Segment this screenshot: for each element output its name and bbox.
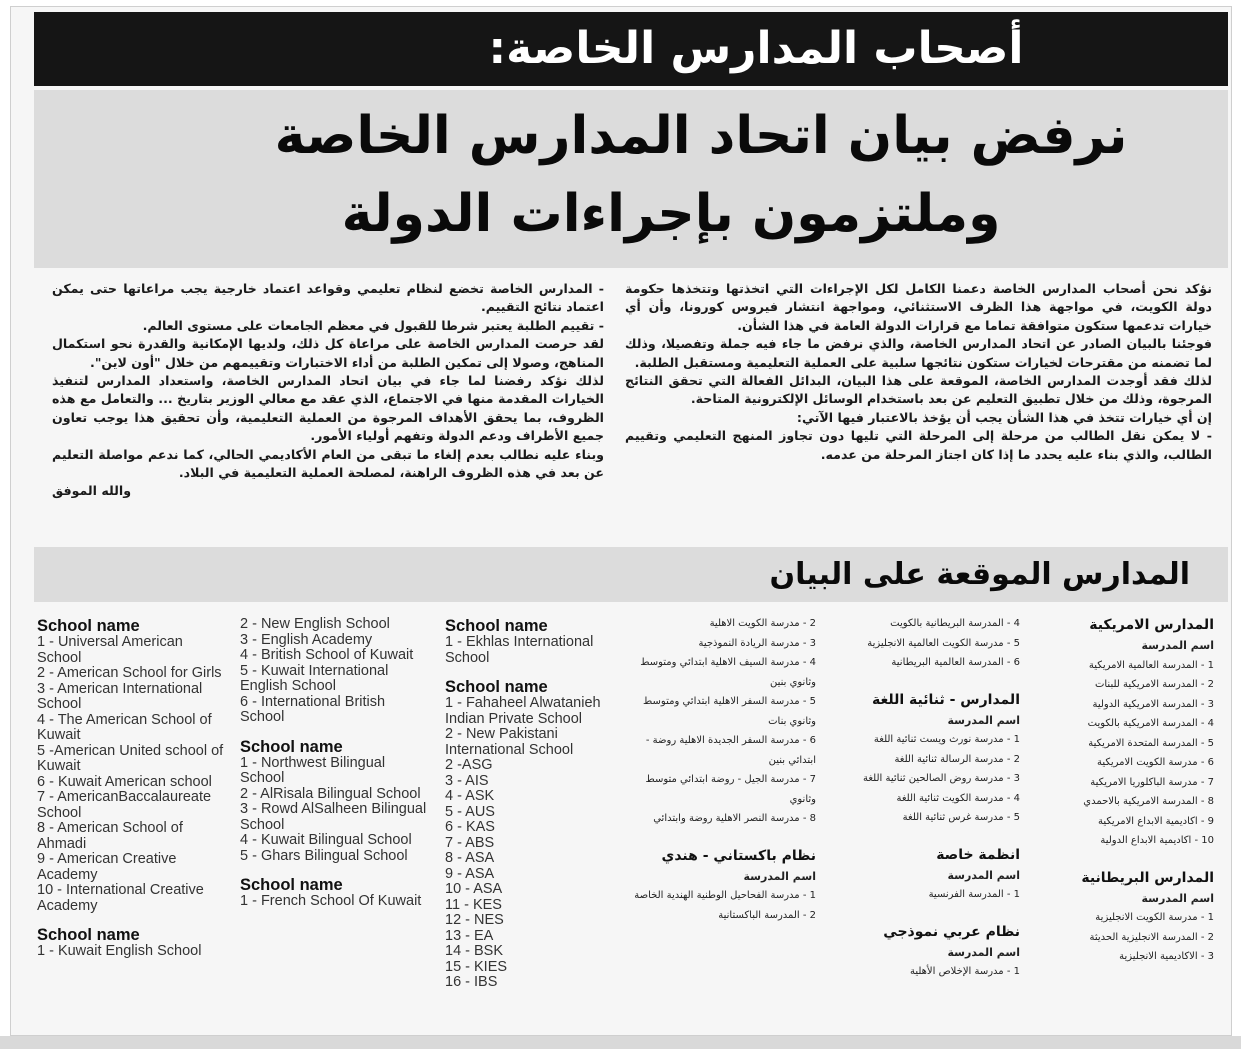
article-paragraph: فوجئنا بالبيان الصادر عن اتحاد المدارس الخاصة، والذي نرفض ما جاء فيه جملة وتفصيلا، وذلك لما تضمنه من مقترحات لخيارات ستكون نتائجها سلبية على العملية التعليمية ومستقبل الطلبة.: [625, 336, 1212, 370]
school-list-item: 1 - مدرسة الكويت الانجليزية: [1095, 912, 1214, 923]
arabic-school-list-6: [1022, 614, 1214, 967]
school-list-item: 5 - Ghars Bilingual School: [240, 847, 408, 864]
school-list-item: 14 - BSK: [445, 943, 504, 959]
school-list-item: 3 - AIS: [445, 772, 489, 789]
school-list-item: 6 - المدرسة العالمية البريطانية: [891, 657, 1020, 668]
school-list-item: 6 - KAS: [445, 819, 495, 835]
group-spacer: [616, 829, 816, 845]
signed-schools-title: المدارس الموقعة على البيان: [769, 557, 1190, 592]
school-list-item: 16 - IBS: [445, 974, 498, 990]
article-paragraph: نؤكد نحن أصحاب المدارس الخاصة دعمنا الكامل لكل الإجراءات التي اتخذتها وتتخذها حكومة دولة الكويت، في مواجهة هذا الظرف الاستثنائي، ومواجهة انتشار فيروس كورونا، وأن أي خيارات تدعمها ستكون متوافقة تماما مع قرارات الدولة العامة في هذا الشأن.: [625, 281, 1212, 333]
group-spacer: [240, 726, 430, 738]
school-list-item: 2 - New Pakistani International School: [445, 726, 574, 758]
school-list-item: 1 - Universal American School: [37, 634, 183, 666]
school-list-item: 1 - مدرسة نورث ويست ثنائية اللغة: [873, 734, 1020, 745]
article-column-right: [625, 280, 1212, 464]
school-list-item: 11 - KES: [445, 896, 502, 913]
school-list-item: 5 - AUS: [445, 803, 495, 820]
school-list-item: 3 - Rowd AlSalheen Bilingual School: [240, 801, 427, 833]
school-name-label: اسم المدرسة: [947, 713, 1020, 727]
school-list-item: 1 - Ekhlas International School: [445, 634, 594, 666]
school-list-item: 3 - American International School: [37, 680, 203, 712]
school-list-item: 6 - Kuwait American school: [37, 773, 212, 790]
subheadline-line-1: نرفض بيان اتحاد المدارس الخاصة: [274, 106, 1128, 166]
school-list-item: 3 - English Academy: [240, 631, 373, 648]
school-group-heading: School name: [37, 617, 140, 635]
school-list-item: 5 - مدرسة الكويت العالمية الانجليزية: [867, 637, 1020, 649]
school-group-heading: School name: [445, 617, 548, 635]
school-list-item: 2 -ASG: [445, 757, 493, 773]
school-list-item: 1 - Northwest Bilingual School: [240, 754, 386, 786]
school-list-item: 1 - Kuwait English School: [37, 943, 202, 959]
school-group-heading: المدارس الامريكية: [1089, 617, 1214, 633]
school-list-item: 10 - اكاديمية الابداع الدولية: [1100, 835, 1214, 846]
school-list-item: 1 - مدرسة الإخلاص الأهلية: [909, 966, 1020, 977]
group-spacer: [820, 673, 1020, 689]
school-group-heading: نظام عربي نموذجي: [883, 923, 1020, 940]
english-school-list-2: [240, 617, 430, 910]
english-school-list-3: [445, 617, 625, 991]
school-group-heading: School name: [240, 876, 343, 894]
school-list-item: 4 - ASK: [445, 788, 495, 804]
school-list-item: 1 - المدرسة العالمية الامريكية: [1088, 659, 1214, 671]
group-spacer: [820, 828, 1020, 844]
school-list-item: 8 - American School of Ahmadi: [37, 820, 183, 852]
school-list-item: 8 - ASA: [445, 850, 495, 866]
school-list-item: 8 - مدرسة النصر الاهلية روضة وابتدائي: [653, 813, 816, 824]
article-paragraph: لقد حرصت المدارس الخاصة على مراعاة كل ذلك، ولديها الإمكانية والقدرة نحو استكمال المناهج، وصولا إلى تمكين الطلبة من أداء الاختبارات وتقييمهم من خلال "أون لاين".: [52, 336, 604, 370]
school-list-item: 4 - مدرسة الكويت ثنائية اللغة: [896, 792, 1020, 804]
school-name-label: اسم المدرسة: [1141, 639, 1214, 652]
school-group-heading: المدارس البريطانية: [1081, 869, 1214, 886]
school-list-item: 7 - مدرسة الباكلوريا الامريكية: [1090, 776, 1214, 788]
article-paragraph: إن أي خيارات تتخذ في هذا الشأن يجب أن يؤخذ بالاعتبار فيها الآتي:: [796, 409, 1212, 425]
school-list-item: 6 - مدرسة السفر الجديدة الاهلية روضة - ابتدائي بنين: [645, 735, 816, 766]
school-list-item: 2 - مدرسة الكويت الاهلية: [709, 618, 816, 629]
school-list-item: 4 - The American School of Kuwait: [37, 711, 212, 743]
school-list-item: 2 - AlRisala Bilingual School: [240, 785, 421, 802]
school-list-item: 4 - المدرسة الامريكية بالكويت: [1087, 718, 1214, 729]
article-paragraph: وبناء عليه نطالب بعدم إلغاء ما تبقى من العام الأكاديمي الحالي، كما ندعم مواصلة التعليم عن بعد في هذه الظروف الراهنة، لمصلحة العملية التعليمية في البلاد.: [52, 446, 604, 481]
school-list-item: 1 - مدرسة الفحاحيل الوطنية الهندية الخاصة: [634, 890, 816, 901]
school-list-item: 4 - Kuwait Bilingual School: [240, 832, 412, 848]
group-spacer: [445, 666, 625, 678]
school-list-item: 3 - المدرسة الامريكية الدولية: [1092, 698, 1214, 710]
article-paragraph: - تقييم الطلبة يعتبر شرطا للقبول في معظم الجامعات على مستوى العالم.: [142, 317, 604, 333]
school-list-item: 4 - British School of Kuwait: [240, 647, 414, 663]
school-list-item: 2 - المدرسة الانجليزية الحديثة: [1089, 931, 1214, 943]
group-spacer: [37, 914, 227, 926]
group-spacer: [1022, 851, 1214, 867]
school-group-heading: School name: [445, 678, 548, 696]
arabic-school-list-5: [820, 614, 1020, 982]
school-list-item: 2 - المدرسة الامريكية للبنات: [1094, 679, 1214, 690]
subheadline-line-2: وملتزمون بإجراءات الدولة: [341, 184, 1001, 244]
school-list-item: 7 - ABS: [445, 834, 495, 851]
school-list-item: 4 - مدرسة السيف الاهلية ابتدائي ومتوسط وثانوي بنين: [640, 657, 816, 688]
school-list-item: 3 - الاكاديمية الانجليزية: [1119, 951, 1214, 962]
school-list-item: 2 - المدرسة الباكستانية: [718, 909, 816, 921]
article-paragraph: لذلك فقد أوجدت المدارس الخاصة، الموقعة على هذا البيان، البدائل الفعالة التي تحقق النتائج المرجوة، وذلك من خلال تطبيق التعليم عن بعد باستخدام الوسائل الإلكترونية المتاحة.: [625, 373, 1212, 407]
school-list-item: 9 - اكاديمية الابداع الامريكية: [1098, 815, 1214, 827]
school-list-item: 2 - مدرسة الرسالة ثنائية اللغة: [894, 753, 1020, 765]
school-list-item: 5 - Kuwait International English School: [240, 662, 389, 694]
school-list-item: 6 - International British School: [240, 693, 386, 725]
school-list-item: 9 - American Creative Academy: [37, 851, 177, 883]
article-paragraph: - لا يمكن نقل الطالب من مرحلة إلى المرحلة التي تليها دون تجاوز المنهج التعليمي وتقييم الطالب، والذي بناء عليه يحدد ما إذا كان اجتاز المرحلة من عدمه.: [625, 428, 1212, 462]
school-list-item: 7 - مدرسة الجيل - روضة ابتدائي متوسط وثانوي: [645, 774, 816, 805]
school-list-item: 5 - المدرسة المتحدة الامريكية: [1088, 737, 1214, 749]
school-list-item: 7 - AmericanBaccalaureate School: [37, 789, 212, 821]
group-spacer: [820, 905, 1020, 921]
english-school-list-1: [37, 617, 227, 960]
school-list-item: 8 - المدرسة الامريكية بالاحمدي: [1083, 796, 1214, 807]
school-list-item: 12 - NES: [445, 912, 504, 928]
school-list-item: 10 - International Creative Academy: [37, 882, 204, 914]
school-list-item: 1 - Fahaheel Alwatanieh Indian Private School: [445, 695, 601, 727]
school-group-heading: المدارس - ثنائية اللغة: [872, 691, 1020, 708]
school-list-item: 2 - New English School: [240, 616, 390, 632]
school-list-item: 1 - المدرسة الفرنسية: [928, 889, 1020, 900]
school-name-label: اسم المدرسة: [947, 868, 1020, 882]
group-spacer: [240, 864, 430, 876]
article-paragraph: - المدارس الخاصة تخضع لنظام تعليمي وقواعد اعتماد خارجية يجب مراعاتها حتى يمكن اعتماد نتائج التقييم.: [52, 281, 604, 315]
headline: أصحاب المدارس الخاصة:: [488, 23, 1024, 74]
school-list-item: 5 - مدرسة السفر الاهلية ابتدائي ومتوسط وثانوي بنات: [643, 696, 816, 727]
page-shadow: [0, 1036, 1241, 1049]
school-list-item: 15 - KIES: [445, 958, 508, 975]
school-list-item: 3 - مدرسة الريادة النموذجية: [698, 637, 816, 649]
school-list-item: 2 - American School for Girls: [37, 665, 222, 681]
school-group-heading: School name: [37, 926, 140, 944]
school-list-item: 10 - ASA: [445, 881, 503, 897]
school-list-item: 1 - French School Of Kuwait: [240, 893, 422, 909]
school-group-heading: نظام باكستاني - هندي: [661, 847, 816, 864]
school-list-item: 13 - EA: [445, 927, 494, 944]
school-group-heading: انظمة خاصة: [936, 846, 1020, 863]
article-paragraph: لذلك نؤكد رفضنا لما جاء في بيان اتحاد المدارس الخاصة، واستعداد المدارس لتنفيذ الخيارات المقدمة منها في الاجتماع، الذي عقد مع معالي الوزير بتاريخ ... والتعامل مع هذه الظروف، بما يحقق الأهداف المرجوة من العملية التعليمية، وأن تحقيق هذا يوجب تعاون جميع الأطراف ودعم الدولة وتفهم أولياء الأمور.: [52, 373, 604, 444]
school-list-item: 3 - مدرسة روض الصالحين ثنائية اللغة: [863, 773, 1020, 784]
school-name-label: اسم المدرسة: [947, 945, 1020, 959]
arabic-school-list-4: [616, 614, 816, 925]
school-group-heading: School name: [240, 737, 343, 756]
school-list-item: 4 - المدرسة البريطانية بالكويت: [890, 618, 1020, 629]
closing-line: والله الموفق: [52, 483, 132, 499]
school-list-item: 9 - ASA: [445, 865, 495, 882]
school-list-item: 6 - مدرسة الكويت الامريكية: [1096, 757, 1214, 768]
school-name-label: اسم المدرسة: [743, 869, 816, 883]
school-name-label: اسم المدرسة: [1141, 891, 1214, 905]
article-column-left: [52, 280, 604, 501]
school-list-item: 5 -American United school of Kuwait: [37, 742, 224, 774]
school-list-item: 5 - مدرسة غرس ثنائية اللغة: [902, 812, 1020, 823]
